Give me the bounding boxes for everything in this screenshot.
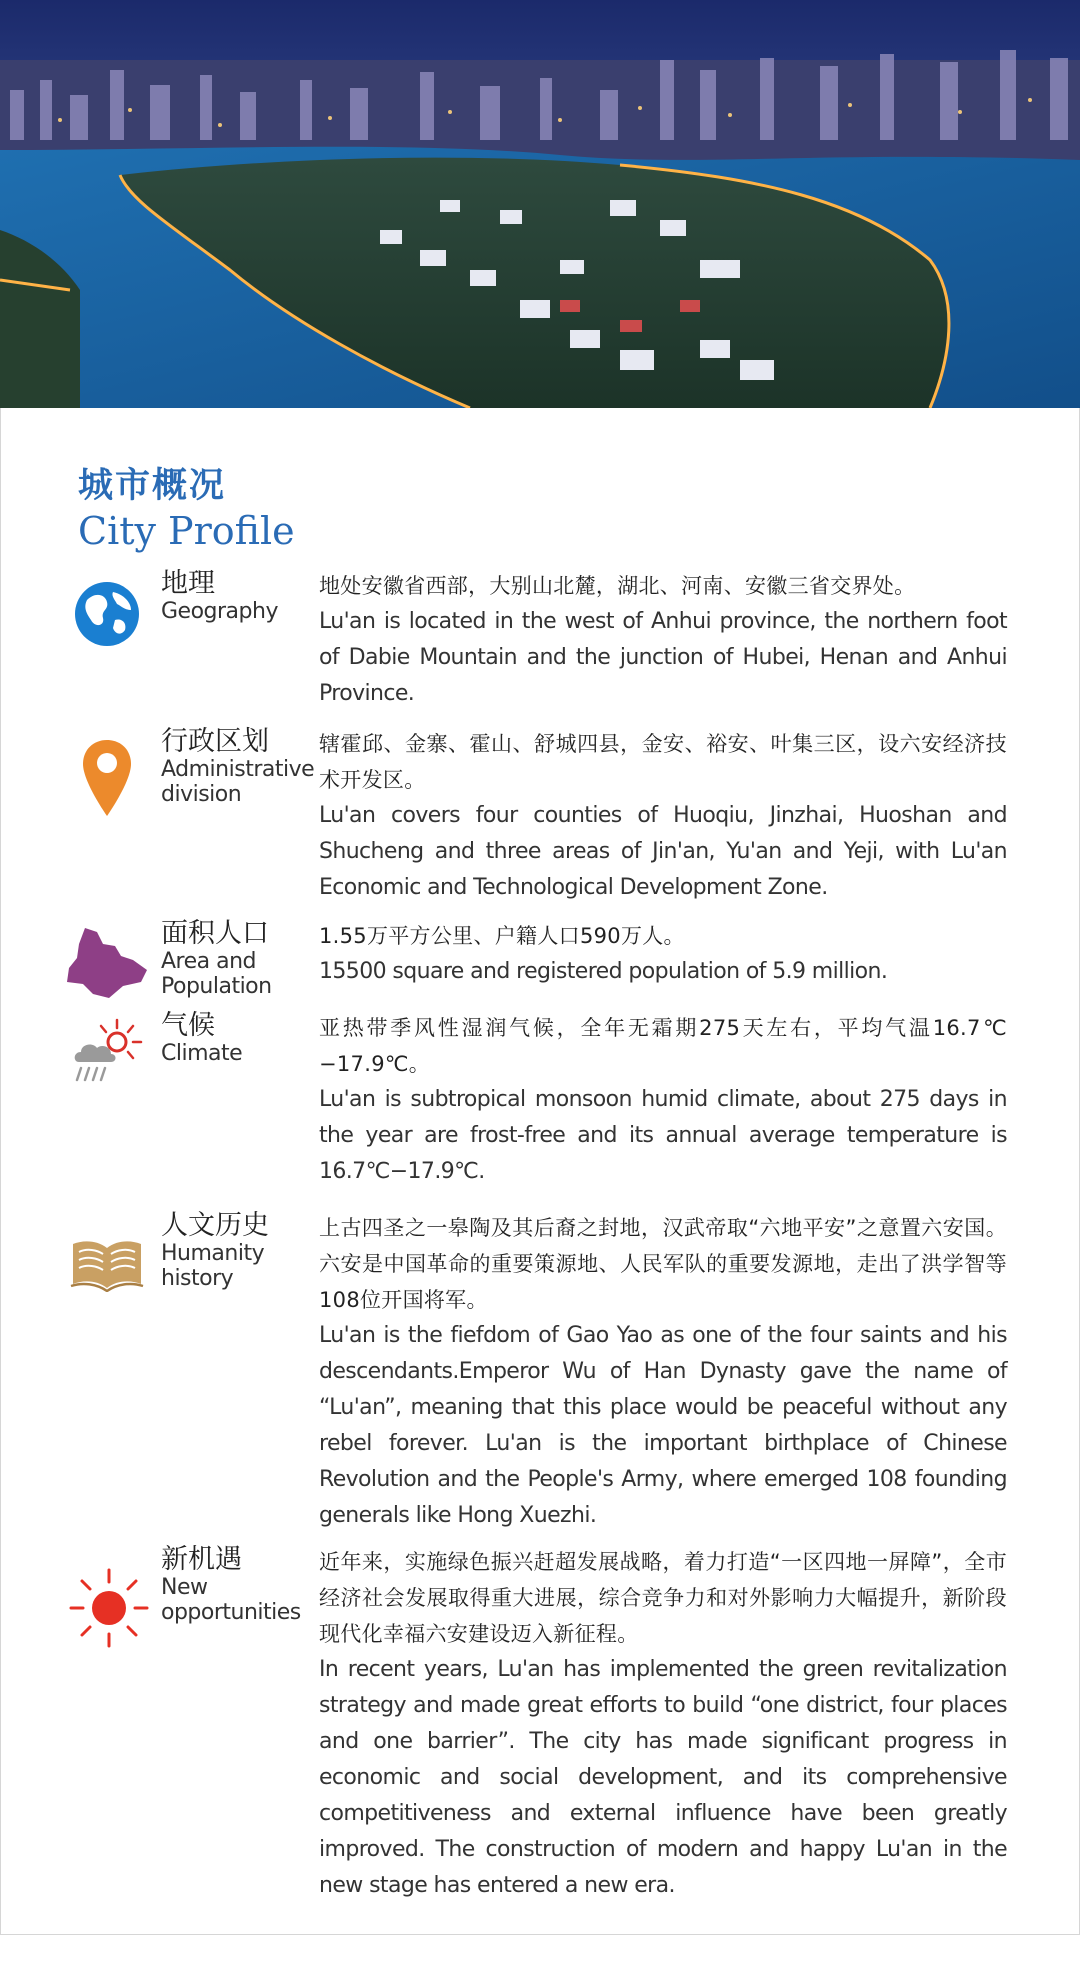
label-english: Humanity history xyxy=(161,1241,265,1291)
region-map-icon xyxy=(63,924,151,1006)
climate-text xyxy=(319,1010,1007,1190)
globe-icon xyxy=(73,580,141,652)
sun-icon xyxy=(67,1566,151,1654)
description-english: Lu'an is subtropical monsoon humid climate, about 275 days in the year are frost-free and its annual average temperature is 16.7℃−17.9℃. xyxy=(319,1087,1007,1184)
city-profile-card xyxy=(0,408,1080,1935)
map-pin-icon xyxy=(81,738,133,822)
description-chinese: 辖霍邱、金寨、霍山、舒城四县，金安、裕安、叶集三区，设六安经济技术开发区。 xyxy=(319,732,1007,792)
description-english: Lu'an is located in the west of Anhui province, the northern foot of Dabie Mountain and the junction of Hubei, Henan and Anhui Province. xyxy=(319,609,1007,706)
geography-section xyxy=(1,568,1079,728)
humanity-history-section xyxy=(1,1210,1079,1530)
area-population-label xyxy=(161,918,321,999)
administrative-section xyxy=(1,726,1079,926)
label-chinese: 面积人口 xyxy=(161,918,269,949)
open-book-icon xyxy=(69,1236,145,1296)
label-chinese: 新机遇 xyxy=(161,1544,242,1575)
description-chinese: 近年来，实施绿色振兴赶超发展战略，着力打造“一区四地一屏障”，全市经济社会发展取得重大进展，综合竞争力和对外影响力大幅提升，新阶段现代化幸福六安建设迈入新征程。 xyxy=(319,1550,1007,1646)
label-english: Administrative division xyxy=(161,757,315,807)
sun-rain-icon xyxy=(71,1016,147,1092)
climate-section xyxy=(1,1010,1079,1195)
area-population-text xyxy=(319,918,1007,990)
section-heading xyxy=(78,464,295,554)
label-english: Geography xyxy=(161,599,278,624)
description-chinese: 上古四圣之一皋陶及其后裔之封地，汉武帝取“六地平安”之意置六安国。六安是中国革命的重要策源地、人民军队的重要发源地，走出了洪学智等108位开国将军。 xyxy=(319,1216,1007,1312)
label-chinese: 地理 xyxy=(161,568,215,599)
label-chinese: 人文历史 xyxy=(161,1210,269,1241)
description-chinese: 地处安徽省西部，大别山北麓，湖北、河南、安徽三省交界处。 xyxy=(319,574,916,598)
label-english: Climate xyxy=(161,1041,243,1066)
climate-label xyxy=(161,1010,321,1066)
new-opportunities-text xyxy=(319,1544,1007,1904)
new-opportunities-label xyxy=(161,1544,321,1625)
humanity-history-text xyxy=(319,1210,1007,1534)
label-english: Area and Population xyxy=(161,949,272,999)
geography-label xyxy=(161,568,321,624)
label-english: New opportunities xyxy=(161,1575,301,1625)
administrative-label xyxy=(161,726,321,807)
administrative-text xyxy=(319,726,1007,906)
heading-chinese: 城市概况 xyxy=(78,465,227,506)
description-english: Lu'an is the fiefdom of Gao Yao as one of the four saints and his descendants.Emperor Wu of Han Dynasty gave the name of “Lu'an”, meaning that this place would be peaceful without any rebel forever. Lu'an is the important birthplace of Chinese Revolution and the People's Army, where emerged 108 founding generals like Hong Xuezhi. xyxy=(319,1323,1007,1528)
description-chinese: 1.55万平方公里、户籍人口590万人。 xyxy=(319,924,685,948)
humanity-history-label xyxy=(161,1210,321,1291)
heading-english: City Profile xyxy=(78,509,295,553)
description-english: In recent years, Lu'an has implemented the green revitalization strategy and made great efforts to build “one district, four places and one barrier”. The city has made significant progress in economic and social development, and its comprehensive competitiveness and external influence have been greatly improved. The construction of modern and happy Lu'an in the new stage has entered a new era. xyxy=(319,1657,1007,1898)
description-english: Lu'an covers four counties of Huoqiu, Jinzhai, Huoshan and Shucheng and three areas of Jin'an, Yu'an and Yeji, with Lu'an Economic and Technological Development Zone. xyxy=(319,803,1007,900)
label-chinese: 气候 xyxy=(161,1010,215,1041)
geography-text xyxy=(319,568,1007,712)
description-chinese: 亚热带季风性湿润气候，全年无霜期275天左右，平均气温16.7℃−17.9℃。 xyxy=(319,1016,1007,1076)
label-chinese: 行政区划 xyxy=(161,726,269,757)
description-english: 15500 square and registered population of 5.9 million. xyxy=(319,959,888,984)
area-population-section xyxy=(1,918,1079,1008)
new-opportunities-section xyxy=(1,1544,1079,1924)
hero-city-aerial-image xyxy=(0,0,1080,408)
